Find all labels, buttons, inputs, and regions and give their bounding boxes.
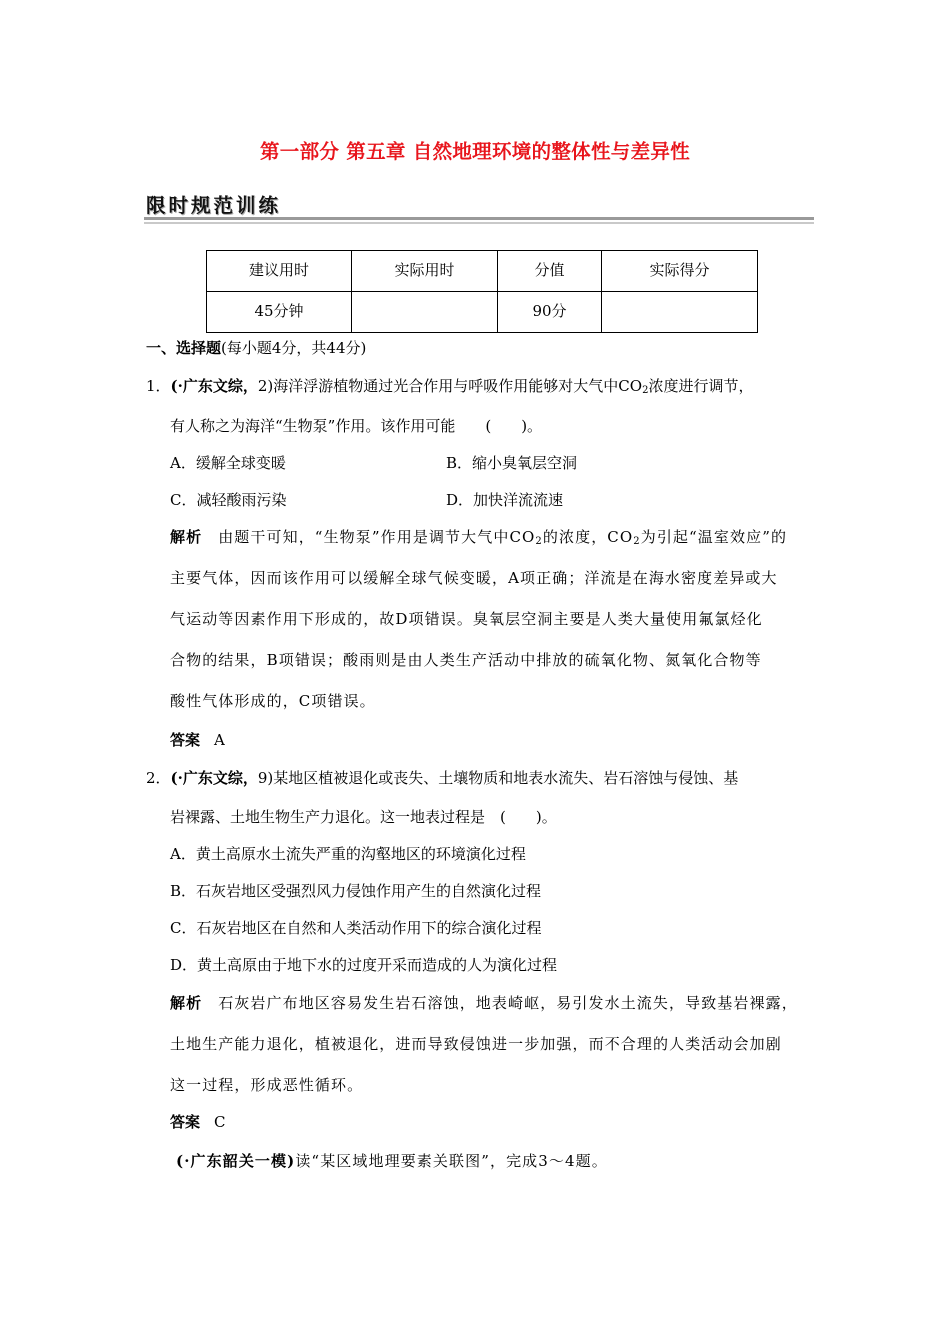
subscript: 2	[642, 385, 649, 396]
analysis-text: 的浓度，CO	[542, 528, 634, 546]
answer-2	[170, 1111, 226, 1132]
analysis-2-line-2: 土地生产能力退化，植被退化，进而导致侵蚀进一步加强，而不合理的人类活动会加剧	[170, 1035, 782, 1053]
subscript: 2	[535, 536, 543, 547]
option-c: C．石灰岩地区在自然和人类活动作用下的综合演化过程	[170, 919, 542, 937]
answer-label: 答案	[170, 731, 201, 749]
option-b: B．石灰岩地区受强烈风力侵蚀作用产生的自然演化过程	[170, 882, 542, 900]
table-header-cell: 建议用时	[207, 251, 352, 292]
option-a: A．黄土高原水土流失严重的沟壑地区的环境演化过程	[170, 845, 526, 863]
analysis-1-line-3: 气运动等因素作用下形成的，故D项错误。臭氧层空洞主要是人类大量使用氟氯烃化	[170, 610, 763, 628]
section-note: (每小题4分，共44分)	[221, 339, 367, 357]
option-c: C．减轻酸雨污染	[170, 491, 287, 509]
table-cell	[352, 292, 498, 333]
banner-rule	[144, 217, 814, 220]
table-header-row	[207, 251, 758, 292]
analysis-text: 石灰岩广布地区容易发生岩石溶蚀，地表崎岖，易引发水土流失，导致基岩裸露，	[218, 994, 798, 1012]
table-header-cell: 实际得分	[602, 251, 758, 292]
analysis-1-line-2: 主要气体，因而该作用可以缓解全球气候变暖，A项正确；洋流是在海水密度差异或大	[170, 569, 778, 587]
answer-label: 答案	[170, 1113, 201, 1131]
questions-3-4-intro	[176, 1150, 608, 1171]
table-cell: 90分	[498, 292, 602, 333]
question-1-line-2: 有人称之为海洋“生物泵”作用。该作用可能 ( )。	[170, 417, 543, 435]
page-title: 第一部分 第五章 自然地理环境的整体性与差异性	[260, 140, 690, 163]
table-header-cell: 实际用时	[352, 251, 498, 292]
analysis-text: 由题干可知，“生物泵”作用是调节大气中CO	[218, 528, 536, 546]
table-cell	[602, 292, 758, 333]
answer-1	[170, 729, 225, 750]
subscript: 2	[633, 536, 641, 547]
section-banner: 限时规范训练	[146, 194, 282, 217]
table-cell: 45分钟	[207, 292, 352, 333]
option-d: D．加快洋流流速	[446, 491, 564, 509]
option-a: A．缓解全球变暖	[170, 454, 286, 472]
intro-source: (·广东韶关一模)	[176, 1152, 296, 1170]
question-2-line-1	[146, 767, 738, 788]
question-2-line-2: 岩裸露、土地生物生产力退化。这一地表过程是 ( )。	[170, 808, 557, 826]
option-d: D．黄土高原由于地下水的过度开采而造成的人为演化过程	[170, 956, 558, 974]
analysis-label: 解析	[170, 528, 203, 546]
intro-text: 读“某区域地理要素关联图”，完成3～4题。	[295, 1152, 608, 1170]
question-source: (·广东文综，	[170, 377, 258, 395]
question-number: 1．	[146, 377, 171, 395]
question-text: 2)海洋浮游植物通过光合作用与呼吸作用能够对大气中CO	[257, 377, 643, 395]
analysis-text: 为引起“温室效应”的	[640, 528, 788, 546]
answer-value: A	[214, 731, 225, 749]
analysis-1-line-4: 合物的结果，B项错误；酸雨则是由人类生产活动中排放的硫氧化物、氮氧化合物等	[170, 651, 762, 669]
section-heading	[146, 337, 366, 358]
analysis-2-line-1	[170, 992, 798, 1013]
score-table	[206, 250, 758, 333]
analysis-2-line-3: 这一过程，形成恶性循环。	[170, 1076, 364, 1094]
option-b: B．缩小臭氧层空洞	[446, 454, 578, 472]
section-label: 一、选择题	[146, 339, 222, 357]
table-row	[207, 292, 758, 333]
question-source: (·广东文综，	[170, 769, 258, 787]
answer-value: C	[214, 1113, 226, 1131]
analysis-label: 解析	[170, 994, 203, 1012]
table-header-cell: 分值	[498, 251, 602, 292]
question-number: 2．	[146, 769, 171, 787]
banner-rule-light	[144, 222, 814, 224]
analysis-1-line-5: 酸性气体形成的，C项错误。	[170, 692, 376, 710]
question-1-line-1	[146, 375, 753, 396]
question-text: 9)某地区植被退化或丧失、土壤物质和地表水流失、岩石溶蚀与侵蚀、基	[257, 769, 739, 787]
analysis-1-line-1	[170, 526, 787, 547]
question-text: 浓度进行调节，	[648, 377, 754, 395]
